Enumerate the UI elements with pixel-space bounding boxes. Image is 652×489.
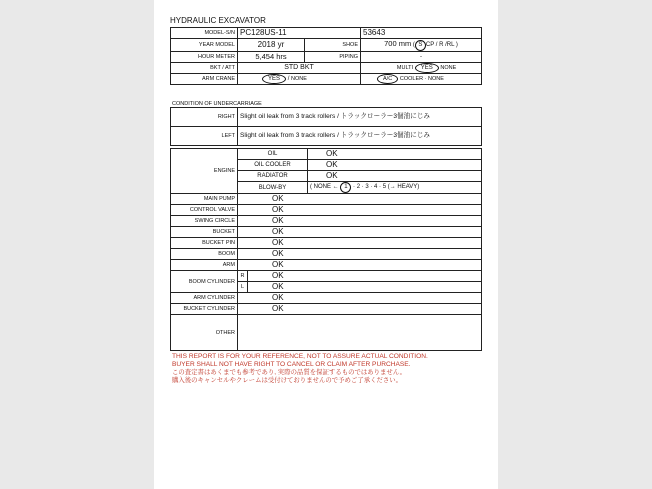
multi-yes: YES <box>415 63 439 73</box>
machine-info-table <box>170 27 482 85</box>
radiator-label: RADIATOR <box>238 171 308 182</box>
bucket-pin-value: OK <box>238 238 482 249</box>
other-label: OTHER <box>171 315 238 351</box>
other-value <box>238 315 482 351</box>
undercarriage-heading: CONDITION OF UNDERCARRIAGE <box>172 101 262 107</box>
shoe-label: SHOE <box>305 39 361 52</box>
right-label: RIGHT <box>171 108 238 127</box>
model-label: MODEL-S/N <box>171 28 238 39</box>
bucket-cylinder-value: OK <box>238 304 482 315</box>
piping-label: PIPING <box>305 52 361 63</box>
arm-crane-cell <box>238 74 361 85</box>
hour-value: 5,454 hrs <box>238 52 305 63</box>
shoe-options: CP / R /RL ) <box>425 42 458 48</box>
radiator-value: OK <box>308 171 482 182</box>
arm-label: ARM <box>171 260 238 271</box>
blowby-scale <box>308 182 482 194</box>
main-pump-value: OK <box>238 194 482 205</box>
ac-cell <box>361 74 482 85</box>
control-valve-value: OK <box>238 205 482 216</box>
oil-cooler-label: OIL COOLER <box>238 160 308 171</box>
left-label: LEFT <box>171 127 238 146</box>
arm-crane-none: NONE <box>291 76 307 82</box>
report-title: HYDRAULIC EXCAVATOR <box>170 16 266 25</box>
boom-cylinder-label: BOOM CYLINDER <box>171 271 238 293</box>
bkt-value: STD BKT <box>238 63 361 74</box>
multi-none: NONE <box>440 65 457 71</box>
year-value: 2018 yr <box>238 39 305 52</box>
oil-value: OK <box>308 149 482 160</box>
blowby-rest: · 2 · 3 · 4 · 5 (→ HEAVY) <box>353 184 420 190</box>
multi-label: MULTI <box>396 65 414 71</box>
shoe-cell: 700 mm ( S CP / R /RL ) <box>361 39 482 52</box>
oil-label: OIL <box>238 149 308 160</box>
piping-value: - <box>361 52 482 63</box>
bucket-cylinder-label: BUCKET CYLINDER <box>171 304 238 315</box>
disclaimer-line-3: この査定書はあくまでも参考であり, 実際の品質を保証するものではありません。 <box>172 369 406 376</box>
hour-label: HOUR METER <box>171 52 238 63</box>
arm-value: OK <box>238 260 482 271</box>
right-value: Slight oil leak from 3 track rollers / トラックローラー3個油にじみ <box>238 108 482 127</box>
oil-cooler-value: OK <box>308 160 482 171</box>
bucket-label: BUCKET <box>171 227 238 238</box>
boom-cylinder-r-label: R <box>238 271 248 282</box>
serial-value: 53643 <box>361 28 482 39</box>
blowby-label: BLOW-BY <box>238 182 308 194</box>
boom-cylinder-r-value: OK <box>248 271 482 282</box>
boom-value: OK <box>238 249 482 260</box>
arm-crane-sep: / <box>287 76 290 82</box>
disclaimer-line-4: 購入後のキャンセルやクレームは受付けておりませんので予めご了承ください。 <box>172 377 403 384</box>
main-pump-label: MAIN PUMP <box>171 194 238 205</box>
blowby-selected: 1 <box>340 182 351 193</box>
control-valve-label: CONTROL VALVE <box>171 205 238 216</box>
boom-cylinder-l-label: L <box>238 282 248 293</box>
ac-selected: A/C <box>377 74 398 84</box>
blowby-none: ( NONE ← <box>310 184 339 190</box>
disclaimer-line-1: THIS REPORT IS FOR YOUR REFERENCE, NOT TO ASSURE ACTUAL CONDITION. <box>172 353 428 360</box>
shoe-value: 700 mm <box>384 39 412 48</box>
swing-circle-value: OK <box>238 216 482 227</box>
swing-circle-label: SWING CIRCLE <box>171 216 238 227</box>
boom-label: BOOM <box>171 249 238 260</box>
left-value: Slight oil leak from 3 track rollers / トラックローラー3個油にじみ <box>238 127 482 146</box>
arm-crane-yes: YES <box>262 74 286 84</box>
bucket-value: OK <box>238 227 482 238</box>
bkt-label: BKT / ATT <box>171 63 238 74</box>
disclaimer <box>172 353 428 385</box>
year-label: YEAR MODEL <box>171 39 238 52</box>
cooler-options: COOLER · NONE <box>399 76 444 82</box>
arm-cylinder-value: OK <box>238 293 482 304</box>
inspection-table <box>170 148 482 351</box>
disclaimer-line-2: BUYER SHALL NOT HAVE RIGHT TO CANCEL OR CLAIM AFTER PURCHASE. <box>172 361 411 368</box>
model-value: PC128US-11 <box>238 28 361 39</box>
shoe-option-selected: S <box>415 40 426 51</box>
boom-cylinder-l-value: OK <box>248 282 482 293</box>
undercarriage-table <box>170 107 482 146</box>
multi-cell <box>361 63 482 74</box>
bucket-pin-label: BUCKET PIN <box>171 238 238 249</box>
arm-cylinder-label: ARM CYLINDER <box>171 293 238 304</box>
engine-label: ENGINE <box>171 149 238 194</box>
arm-crane-label: ARM CRANE <box>171 74 238 85</box>
